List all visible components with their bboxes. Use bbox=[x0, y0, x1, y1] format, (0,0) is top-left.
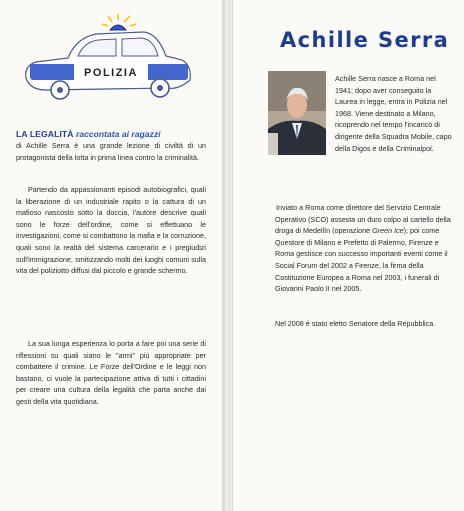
author-name: Achille Serra bbox=[280, 28, 450, 52]
author-portrait bbox=[268, 71, 326, 155]
intro-paragraph: di Achille Serra è una grande lezione di civiltà di un protagonista della lotta in prima linea contro la criminalità. bbox=[16, 141, 206, 162]
title-italic: raccontata ai ragazzi bbox=[75, 129, 161, 139]
author-bio-career bbox=[275, 202, 455, 295]
police-car-illustration bbox=[18, 8, 194, 118]
title-bold: LA LEGALITÀ bbox=[16, 129, 74, 139]
left-flap bbox=[0, 0, 223, 511]
book-gutter bbox=[223, 0, 231, 511]
description-paragraph: Partendo da appassionanti episodi autobiografici, quali la liberazione di un industriale rapito o la cattura di un mafioso nascosto sotto la doccia, l'autore descrive quali sono le forze dell'ordine, come si effettuano le investigazioni, come si combattono la mafia e la corruzione, quali sono la realtà del sistema carcerario e i pregiudizi sull'immigrazione, smitizzando molti dei luoghi comuni sulla vita del poliziotto diffusi dal piccolo e grande schermo. bbox=[16, 185, 206, 276]
police-label: POLIZIA bbox=[84, 67, 138, 79]
bio-career-part1: Inviato a Roma come direttore del Servizio Centrale Operativo (SCO) assesta un duro colpo al cartello della droga di Medellín (operazione bbox=[275, 203, 451, 236]
book-title bbox=[16, 129, 216, 140]
author-bio-intro: Achille Serra nasce a Roma nel 1941; dopo aver conseguito la Laurea in legge, entra in Polizia nel 1968. Viene destinato a Milano, ricoprendo nel tempo l'incarico di dirigente della Squadra Mobile, capo della Digos e della Criminalpol. bbox=[335, 74, 452, 153]
author-bio-senate: Nel 2008 è stato eletto Senatore della Repubblica. bbox=[275, 319, 436, 328]
operation-name: Green Ice bbox=[372, 226, 404, 236]
siren-light bbox=[110, 25, 126, 30]
bio-career-part2: ); poi come Questore di Milano e Prefetto di Palermo, Firenze e Roma gestisce con successo importanti eventi come il Social Forum del 2002 a Firenze, la firma della Costituzione Europea a Roma nel 2003, i funerali di Giovanni Paolo II nel 2005. bbox=[275, 226, 448, 294]
siren-rays bbox=[102, 14, 136, 26]
reflection-paragraph: La sua lunga esperienza lo porta a fare poi una serie di riflessioni su quali siano le "armi" più appropriate per combattere il crimine. Le Forze dell'Ordine e le leggi non bastano, ci vuole la partecipazione attiva di tutti i cittadini per creare una cultura della legalità che parta anche dai gesti della vita quotidiana. bbox=[16, 339, 206, 406]
